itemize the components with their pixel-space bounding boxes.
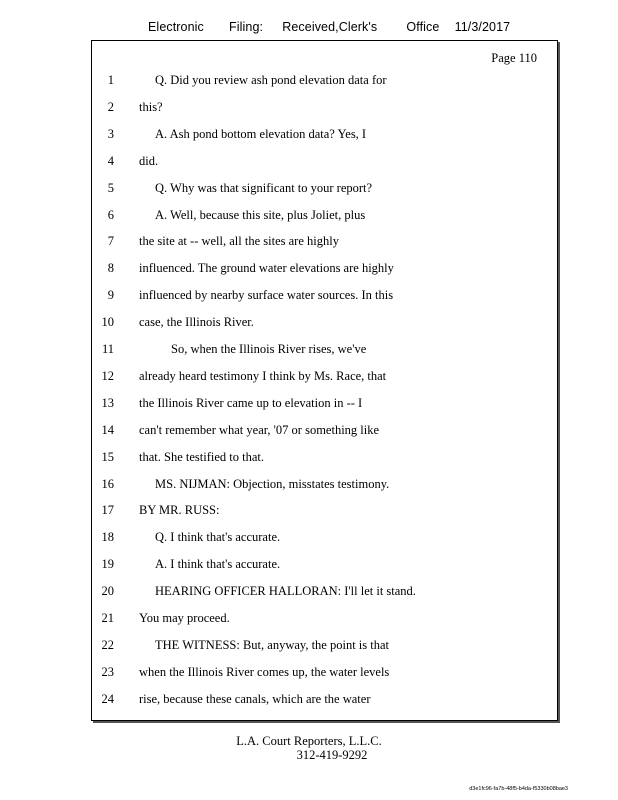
stamp-filing: Filing: <box>229 20 264 34</box>
transcript-line <box>92 611 557 629</box>
line-number: 24 <box>101 691 114 706</box>
transcript-line <box>92 638 557 656</box>
line-text: case, the Illinois River. <box>139 315 254 330</box>
line-text: did. <box>139 153 159 168</box>
transcript-line <box>92 73 557 91</box>
line-number: 10 <box>101 315 114 330</box>
line-number: 7 <box>107 234 114 249</box>
line-text: the site at -- well, all the sites are highly <box>139 234 339 249</box>
line-number: 22 <box>101 637 114 652</box>
line-number: 15 <box>101 449 114 464</box>
footer-phone: 312-419-9292 <box>296 748 368 762</box>
line-text: You may proceed. <box>139 611 230 625</box>
line-text: BY MR. RUSS: <box>139 503 220 518</box>
line-number: 16 <box>101 476 114 491</box>
transcript-line <box>92 450 557 468</box>
line-text: A. Well, because this site, plus Joliet, plus <box>155 207 366 222</box>
transcript-line <box>92 208 557 226</box>
stamp-electronic: Electronic <box>148 20 204 34</box>
line-number: 6 <box>107 207 114 222</box>
line-number: 1 <box>107 73 114 87</box>
line-text: can't remember what year, '07 or something like <box>139 422 380 437</box>
stamp-office: Office <box>406 20 440 34</box>
line-text: Q. Did you review ash pond elevation data for <box>155 73 387 87</box>
line-number: 17 <box>101 503 114 518</box>
line-text: So, when the Illinois River rises, we've <box>171 342 367 356</box>
line-text: already heard testimony I think by Ms. Race, that <box>139 368 387 383</box>
transcript-line <box>92 557 557 575</box>
transcript-line <box>92 234 557 252</box>
footer-company: L.A. Court Reporters, L.L.C. <box>236 734 382 748</box>
line-text: HEARING OFFICER HALLORAN: I'll let it stand. <box>155 584 416 599</box>
transcript-line <box>92 665 557 683</box>
line-text: that. She testified to that. <box>139 449 264 464</box>
line-text: A. I think that's accurate. <box>155 557 281 572</box>
line-number: 19 <box>101 557 114 572</box>
page-number: Page 110 <box>491 51 537 65</box>
document-hash: d3e1fc96-fa7b-48f5-b4da-f5330b08bae3 <box>469 786 568 792</box>
line-number: 21 <box>101 611 114 625</box>
transcript-line <box>92 181 557 199</box>
line-text: the Illinois River came up to elevation in -- I <box>139 395 363 410</box>
transcript-line <box>92 100 557 118</box>
transcript-line <box>92 584 557 602</box>
line-text: when the Illinois River comes up, the water levels <box>139 664 390 679</box>
line-number: 23 <box>101 664 114 679</box>
line-number: 5 <box>107 180 114 195</box>
line-number: 8 <box>107 261 114 276</box>
line-text: MS. NIJMAN: Objection, misstates testimony. <box>155 476 390 491</box>
transcript-page <box>91 40 558 721</box>
transcript-line <box>92 530 557 548</box>
transcript-line <box>92 315 557 333</box>
line-number: 3 <box>107 126 114 141</box>
line-text: THE WITNESS: But, anyway, the point is that <box>155 637 390 652</box>
stamp-date: 11/3/2017 <box>454 20 511 34</box>
transcript-line <box>92 127 557 145</box>
line-text: A. Ash pond bottom elevation data? Yes, I <box>155 126 367 141</box>
line-number: 12 <box>101 368 114 383</box>
line-number: 13 <box>101 395 114 410</box>
transcript-line <box>92 423 557 441</box>
line-text: Q. Why was that significant to your report? <box>155 180 373 195</box>
line-number: 2 <box>107 99 114 114</box>
line-number: 18 <box>101 530 114 545</box>
transcript-line <box>92 342 557 360</box>
stamp-received: Received,Clerk's <box>282 20 378 34</box>
transcript-line <box>92 692 557 710</box>
line-number: 9 <box>107 288 114 303</box>
line-number: 14 <box>101 422 114 437</box>
transcript-line <box>92 503 557 521</box>
transcript-line <box>92 154 557 172</box>
transcript-line <box>92 396 557 414</box>
transcript-line <box>92 261 557 279</box>
filing-stamp <box>148 20 510 34</box>
line-number: 20 <box>101 584 114 599</box>
line-text: rise, because these canals, which are the water <box>139 691 371 706</box>
line-text: influenced by nearby surface water sources. In this <box>139 288 394 303</box>
footer <box>0 734 618 762</box>
line-number: 4 <box>107 153 114 168</box>
line-text: this? <box>139 99 163 114</box>
transcript-line <box>92 369 557 387</box>
transcript-line <box>92 477 557 495</box>
transcript-line <box>92 288 557 306</box>
line-number: 11 <box>101 342 114 356</box>
line-text: Q. I think that's accurate. <box>155 530 281 545</box>
line-text: influenced. The ground water elevations are highly <box>139 261 394 276</box>
